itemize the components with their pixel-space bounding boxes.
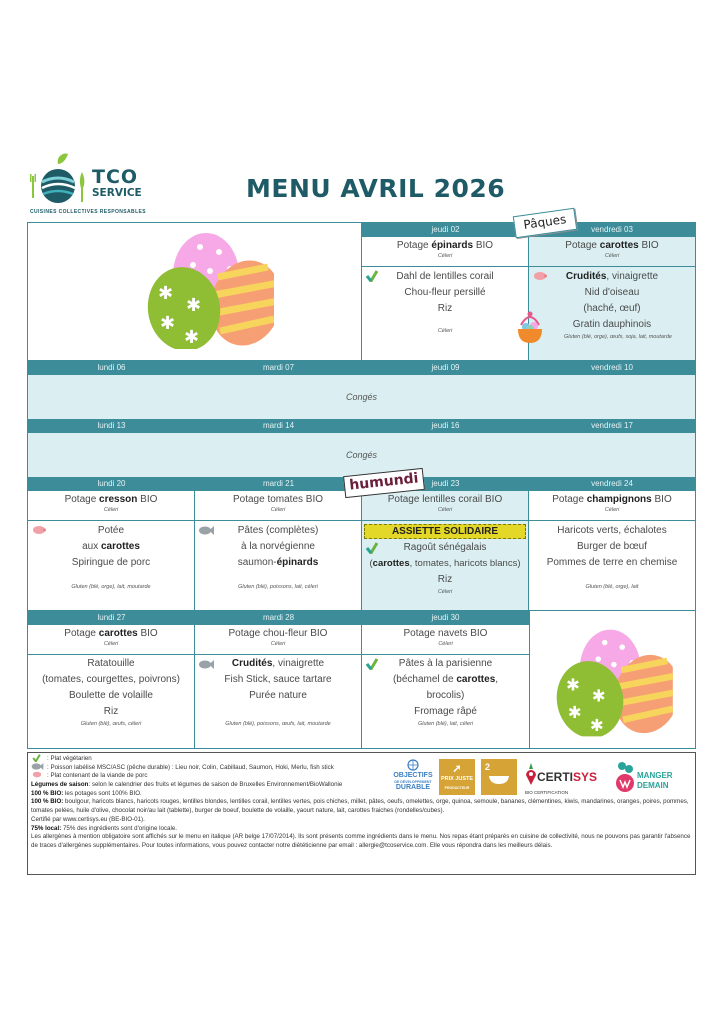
dish: (tomates, courgettes, poivrons) <box>42 674 180 685</box>
meal-jeudi-02 <box>362 267 529 361</box>
logo-tagline: CUISINES COLLECTIVES RESPONSABLES <box>30 209 146 215</box>
dish-highlight: Crudités <box>565 271 607 282</box>
day-header-jeudi-09: jeudi 09 <box>362 361 529 375</box>
svg-text:✱: ✱ <box>184 327 200 348</box>
easter-basket-icon <box>515 311 545 345</box>
manger-line2: DEMAIN <box>637 781 669 790</box>
legend-footer <box>27 752 696 875</box>
logo-name-line1: TCO <box>92 166 139 188</box>
soup-highlight: épinards <box>431 240 474 251</box>
soup-lundi-20 <box>28 491 195 521</box>
sdg2-badge <box>481 759 517 795</box>
dish-highlight: épinards <box>276 557 319 568</box>
arrow-icon: ➚ <box>452 763 462 775</box>
radish-pin-icon <box>525 763 537 785</box>
bio-label: 100 % BIO: <box>31 798 64 806</box>
dish: Spiringue de porc <box>71 557 151 568</box>
meal-allergens: Gluten (blé), poissons, lait, céleri <box>238 584 318 590</box>
soup-allergens: Céleri <box>103 641 119 647</box>
soup-jeudi-02 <box>362 237 529 267</box>
soup-text: BIO <box>651 494 672 505</box>
soup-vendredi-03 <box>529 237 695 267</box>
dish: Purée nature <box>249 690 307 701</box>
soup-lundi-27 <box>28 625 195 655</box>
meal-jeudi-30 <box>362 655 529 748</box>
fish-icon <box>199 526 214 535</box>
day-header-vendredi-03: vendredi 03 <box>529 223 695 237</box>
page-title: MENU AVRIL 2026 <box>246 174 506 203</box>
meal-mardi-21 <box>195 521 362 611</box>
sdg-number: 2 <box>485 762 491 772</box>
local-label: 75% local: <box>31 824 62 832</box>
soup-allergens: Céleri <box>437 507 453 513</box>
logo-name <box>92 168 142 199</box>
dish: Chou-fleur persillé <box>404 287 486 298</box>
meal-allergens: Céleri <box>437 328 453 334</box>
soup-allergens: Céleri <box>437 253 453 259</box>
svg-text:✱: ✱ <box>158 283 174 304</box>
logo-name-line2: SERVICE <box>92 187 142 199</box>
meal-allergens: Gluten (blé, orge), œufs, soja, lait, moutarde <box>564 334 672 340</box>
soup-allergens: Céleri <box>270 641 286 647</box>
soup-text: Potage <box>64 494 100 505</box>
soup-text: BIO <box>473 240 494 251</box>
day-header-vendredi-24: vendredi 24 <box>529 477 695 491</box>
dish-highlight: carottes <box>101 541 140 552</box>
holiday-note: Congés <box>345 450 378 460</box>
day-header-jeudi-23: jeudi 23 <box>362 477 529 491</box>
dish: , tomates, haricots blancs) <box>409 558 521 569</box>
dish: Fish Stick, sauce tartare <box>224 674 332 685</box>
un-globe-icon <box>407 759 419 771</box>
soup-bowl-icon <box>488 772 510 784</box>
soup-allergens: Céleri <box>604 253 620 259</box>
soup-allergens: Céleri <box>103 507 119 513</box>
day-header-mardi-07: mardi 07 <box>195 361 362 375</box>
meal-allergens: Gluten (blé, orge), lait <box>585 584 639 590</box>
dish-highlight: carottes <box>372 558 410 569</box>
certisys-text: CERTI <box>537 770 573 784</box>
prix-juste-badge <box>439 759 475 795</box>
local-text: 75% des ingrédients sont d'origine locale. <box>61 824 177 832</box>
easter-eggs-illustration-cell <box>28 223 362 361</box>
soup-vendredi-24 <box>529 491 695 521</box>
meal-jeudi-23 <box>362 521 529 611</box>
pork-icon <box>31 771 43 778</box>
vegetarian-icon <box>31 754 42 762</box>
soup-highlight: carottes <box>599 240 639 251</box>
day-header-vendredi-10: vendredi 10 <box>529 361 695 375</box>
dish: (haché, œuf) <box>583 303 641 314</box>
legend-text: : Plat contenant de la viande de porc <box>47 772 148 780</box>
tco-service-logo <box>28 152 148 216</box>
allergen-note: Les allergènes à mention obligatoire sont affichés sur le menu en italique (AR belge 17/07/2014). Ils sont présents comme ingrédients dans le menu. Nos repas étant préparés en cuisine de collectivité, nous ne pouvons pas garantir l'absence de traces d'allergènes supplémentaires. Pour toutes informations, vous pouvez contacter notre diététicienne par email : allergie@tcoservice.com. Elle vous répondra dans les meilleurs délais. <box>31 833 691 849</box>
pork-icon <box>533 271 547 281</box>
dish: Pâtes à la parisienne <box>398 658 493 669</box>
dish: Haricots verts, échalotes <box>557 525 667 536</box>
meal-allergens: Gluten (blé, orge), lait, moutarde <box>71 584 151 590</box>
svg-text:✱: ✱ <box>566 675 580 695</box>
dish: Boulette de volaille <box>69 690 153 701</box>
seasonal-label: Légumes de saison <box>31 781 89 789</box>
soup-allergens: Céleri <box>604 507 620 513</box>
soup-jeudi-23 <box>362 491 529 521</box>
meal-mardi-28 <box>195 655 362 748</box>
bio-products-note <box>31 798 692 815</box>
day-header-jeudi-02: jeudi 02 <box>362 223 529 237</box>
dish-highlight: carottes <box>456 674 496 685</box>
day-header-mardi-21: mardi 21 <box>195 477 362 491</box>
meal-vendredi-03 <box>529 267 695 361</box>
soup-mardi-21 <box>195 491 362 521</box>
dish: Riz <box>437 303 453 314</box>
day-header-lundi-20: lundi 20 <box>28 477 195 491</box>
soup-highlight: carottes <box>98 628 138 639</box>
soup-mardi-28 <box>195 625 362 655</box>
manger-demain-badge <box>613 759 677 795</box>
meal-allergens: Gluten (blé), œufs, céleri <box>80 721 142 727</box>
soup-text: Potage <box>552 494 587 505</box>
vegetarian-icon <box>366 658 378 670</box>
logo-bowl-icon <box>28 152 90 210</box>
legend-text: : Plat végétarien <box>47 755 92 762</box>
dish: Potée <box>97 525 125 536</box>
dish: (béchamel de <box>392 674 457 685</box>
certisys-text-red: SYS <box>573 770 598 784</box>
bio-text: les potages sont 100% BIO. <box>63 789 142 797</box>
bio-label: 100 % BIO: <box>31 789 64 797</box>
paques-label: Pâques <box>513 208 577 238</box>
odd-line1: OBJECTIFS <box>393 772 433 779</box>
dish: Riz <box>103 706 119 717</box>
easter-eggs-icon <box>144 233 274 349</box>
day-header-jeudi-30: jeudi 30 <box>362 611 529 625</box>
soup-text: BIO <box>137 628 158 639</box>
vegetarian-icon <box>366 270 378 282</box>
holiday-note: Congés <box>345 392 378 402</box>
soup-highlight: cresson <box>99 494 138 505</box>
local-note <box>31 825 692 834</box>
day-header-mardi-28: mardi 28 <box>195 611 362 625</box>
day-header-mardi-14: mardi 14 <box>195 419 362 433</box>
soup-text: Potage lentilles corail BIO <box>387 494 503 505</box>
dish: à la norvégienne <box>241 541 315 552</box>
dish: Pommes de terre en chemise <box>546 557 678 568</box>
dish: brocolis) <box>426 690 465 701</box>
svg-text:✱: ✱ <box>186 295 202 316</box>
certification-badges <box>393 759 677 795</box>
odd-line3: DURABLE <box>395 784 431 791</box>
legend-text: : Poisson labélisé MSC/ASC (pêche durable) : Lieu noir, Colin, Cabillaud, Saumon, Hoki, Merlu, fish stick <box>47 763 334 771</box>
prix-line1: PRIX JUSTE <box>440 776 474 782</box>
dish: , vinaigrette <box>606 271 659 282</box>
manger-line1: MANGER <box>637 771 673 780</box>
soup-jeudi-30 <box>362 625 529 655</box>
humundi-logo: humundi <box>343 468 425 498</box>
soup-text: Potage navets BIO <box>403 628 488 639</box>
easter-eggs-illustration-cell-bottom <box>529 611 695 748</box>
vegetarian-icon <box>366 542 378 554</box>
assiette-solidaire-banner: ASSIETTE SOLIDAIRE <box>364 524 526 539</box>
fish-icon <box>199 660 214 669</box>
soup-text: Potage chou-fleur BIO <box>228 628 328 639</box>
day-header-jeudi-16: jeudi 16 <box>362 419 529 433</box>
meal-allergens: Gluten (blé), lait, céleri <box>417 721 474 727</box>
dish: , vinaigrette <box>272 658 325 669</box>
meal-lundi-27 <box>28 655 195 748</box>
dish: Dahl de lentilles corail <box>396 271 494 282</box>
soup-text: Potage <box>64 628 99 639</box>
bio-text: boulgour, haricots blancs, haricots rouges, lentilles blondes, lentilles corail, lentilles vertes, pois chiches, millet, pâtes, oeufs, omelettes, orge, quinoa, semoule, bananes, clémentines, kiwis, mandarines, oranges, poires, pommes, tomates pelées, huile d'olive, chocolat noir/au lait (tablette), burger de boeuf, boulette de volaille, yaourt nature, lait, carottes fraiches (rondelles/cubes). <box>31 798 689 815</box>
day-header-lundi-27: lundi 27 <box>28 611 195 625</box>
soup-text: Potage <box>565 240 600 251</box>
odd-line2: DE DÉVELOPPEMENT <box>394 780 432 784</box>
day-header-vendredi-17: vendredi 17 <box>529 419 695 433</box>
dish: Nid d'oiseau <box>584 287 640 298</box>
manger-demain-icon <box>615 761 635 795</box>
soup-text: BIO <box>137 494 158 505</box>
week3-holiday <box>28 433 695 477</box>
dish: Ratatouille <box>87 658 135 669</box>
soup-allergens: Céleri <box>270 507 286 513</box>
dish-highlight: Crudités <box>231 658 273 669</box>
day-header-lundi-06: lundi 06 <box>28 361 195 375</box>
dish: , <box>495 674 499 685</box>
meal-allergens: Céleri <box>437 589 453 595</box>
pork-icon <box>32 525 46 535</box>
prix-line2: PRODUCTEUR <box>444 785 470 790</box>
meal-vendredi-24 <box>529 521 695 611</box>
easter-eggs-icon <box>553 630 673 737</box>
svg-text:✱: ✱ <box>590 715 604 735</box>
odd-badge <box>393 759 433 795</box>
svg-text:✱: ✱ <box>591 686 606 706</box>
certisys-sub: BIO CERTIFICATION <box>525 790 569 795</box>
week2-holiday <box>28 375 695 419</box>
dish: Burger de bœuf <box>576 541 648 552</box>
dish: Riz <box>437 574 453 585</box>
seasonal-text: : selon le calendrier des fruits et légumes de saison de Bruxelles Environnement/BioWallonie <box>88 781 343 789</box>
soup-text: Potage tomates BIO <box>232 494 324 505</box>
dish: Fromage râpé <box>414 706 477 717</box>
certisys-badge <box>523 759 607 795</box>
soup-text: Potage <box>396 240 432 251</box>
meal-allergens: Gluten (blé), poissons, œufs, lait, moutarde <box>225 721 331 727</box>
svg-text:✱: ✱ <box>160 313 176 334</box>
fish-icon <box>31 763 44 770</box>
soup-highlight: champignons <box>586 494 652 505</box>
certified-note: Certifié par www.certisys.eu (BE-BIO-01). <box>31 815 145 823</box>
soup-text: BIO <box>638 240 659 251</box>
dish: aux <box>82 541 101 552</box>
dish: Gratin dauphinois <box>572 319 652 330</box>
day-header-lundi-13: lundi 13 <box>28 419 195 433</box>
soup-allergens: Céleri <box>438 641 453 647</box>
dish: ( <box>369 558 373 569</box>
dish: Ragoût sénégalais <box>403 542 487 553</box>
dish: Pâtes (complètes) <box>237 525 319 536</box>
dish: saumon- <box>237 557 277 568</box>
meal-lundi-20 <box>28 521 195 611</box>
svg-text:✱: ✱ <box>567 702 582 722</box>
